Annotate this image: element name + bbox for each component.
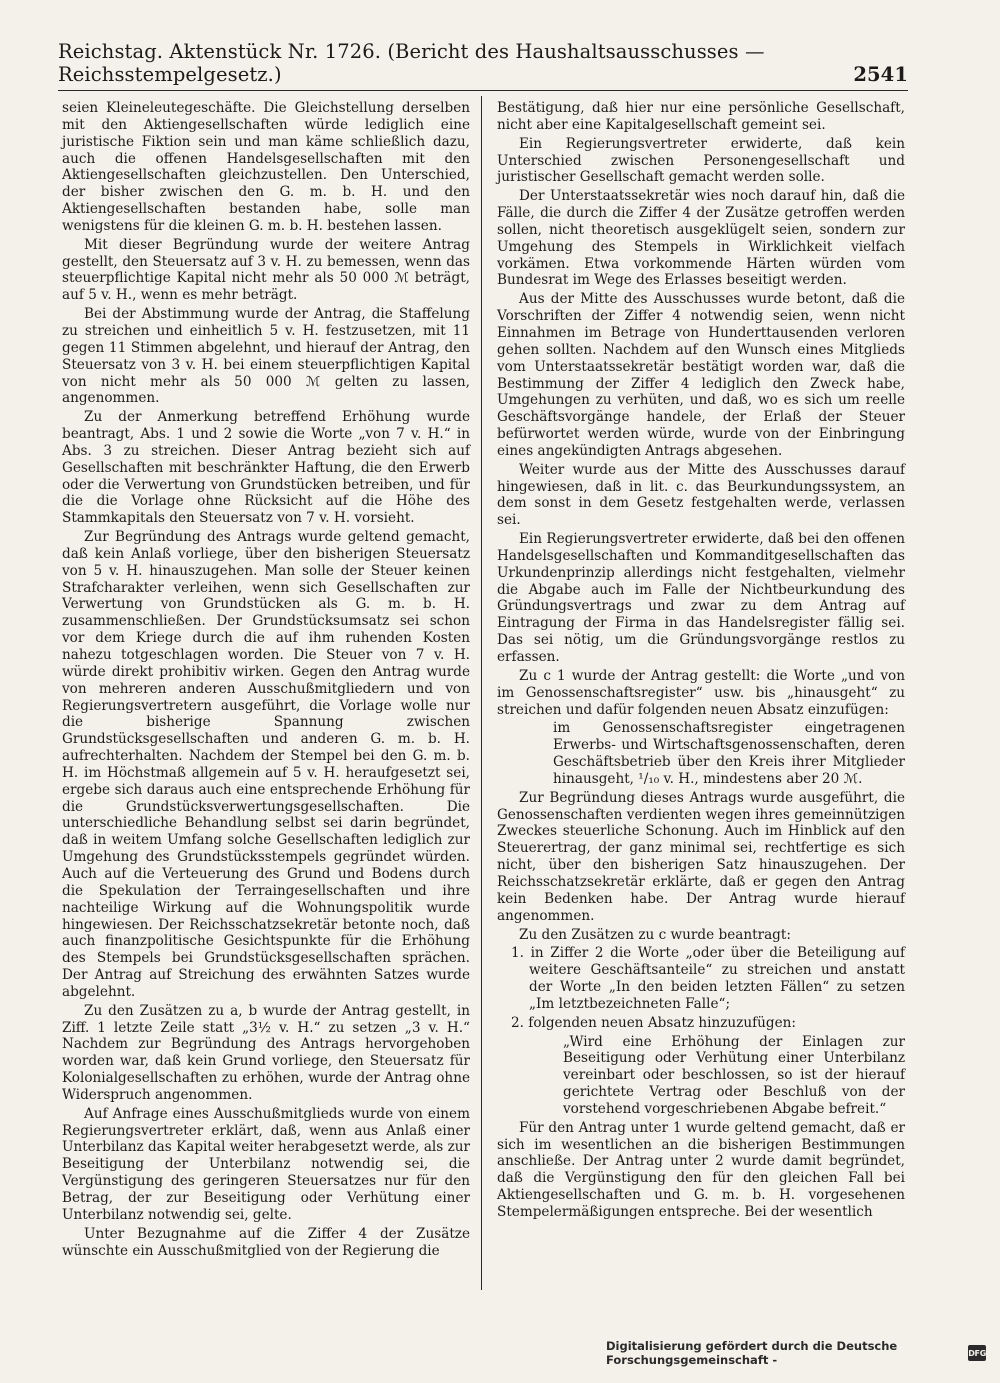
paragraph: Ein Regierungsvertreter erwiderte, daß kein Unterschied zwischen Personengesellschaft und juristischer Gesellschaft gemacht werden solle. bbox=[497, 135, 905, 186]
credit-text: Digitalisierung gefördert durch die Deutsche Forschungsgemeinschaft - bbox=[606, 1339, 898, 1367]
paragraph: Zu den Zusätzen zu c wurde beantragt: bbox=[519, 926, 791, 943]
paragraph: Bestätigung, daß hier nur eine persönliche Gesellschaft, nicht aber eine Kapitalgesellschaft gemeint sei. bbox=[497, 100, 905, 133]
paragraph: Auf Anfrage eines Ausschußmitglieds wurde von einem Regierungsvertreter erklärt, daß, wenn aus Anlaß einer Unterbilanz das Kapital weiter herabgesetzt werde, als zur Beseitigung der Unterbilanz notwendig sei, die Vergünstigung des geringeren Steuersatzes nur für den Betrag, der zur Beseitigung oder Verhütung einer Unterbilanz notwendig sei, gelte. bbox=[62, 1105, 470, 1223]
block-quote: im Genossenschaftsregister eingetragenen Erwerbs- und Wirtschaftsgenossenschaften, deren Geschäftsbetrieb über den Kreis ihrer Mitglieder hinausgeht, ¹/₁₀ v. H., mindestens aber 20 ℳ. bbox=[553, 720, 905, 787]
list-item: 1. in Ziffer 2 die Worte „oder über die Beteiligung auf weitere Geschäftsanteile“ zu streichen und anstatt der Worte „In den beiden letzten Fällen“ zu setzen „Im letztbezeichneten Falle“; bbox=[511, 945, 905, 1012]
page-number: 2541 bbox=[853, 63, 908, 86]
digitization-credit bbox=[606, 1341, 986, 1365]
right-column bbox=[497, 100, 905, 1223]
header-title: Reichstag. Aktenstück Nr. 1726. (Bericht des Haushaltsausschusses — Reichsstempelgesetz.) bbox=[58, 40, 765, 86]
paragraph: Zu der Anmerkung betreffend Erhöhung wurde beantragt, Abs. 1 und 2 sowie die Worte „von 7 v. H.“ in Abs. 3 zu streichen. Dieser Antrag bezieht sich auf Gesellschaften mit beschränkter Haftung, die den Erwerb oder die Verwertung von Grundstücken betreiben, und für die die Vorlage ohne Rücksicht auf die Höhe des Stammkapitals den Steuersatz von 7 v. H. vorsieht. bbox=[62, 409, 470, 527]
paragraph: Bei der Abstimmung wurde der Antrag, die Staffelung zu streichen und einheitlich 5 v. H. festzusetzen, mit 11 gegen 11 Stimmen abgelehnt, und hierauf der Antrag, den Steuersatz von 3 v. H. bei einem steuerpflichtigen Kapital von nicht mehr als 50 000 ℳ gelten zu lassen, angenommen. bbox=[62, 306, 470, 407]
paragraph: Zu c 1 wurde der Antrag gestellt: die Worte „und von im Genossenschaftsregister“ usw. bis „hinausgeht“ zu streichen und dafür folgenden neuen Absatz einzufügen: bbox=[497, 667, 905, 718]
paragraph: Zu den Zusätzen zu a, b wurde der Antrag gestellt, in Ziff. 1 letzte Zeile statt „3½ v. H.“ zu setzen „3 v. H.“ Nachdem zur Begründung des Antrags hervorgehoben worden war, daß kein Grund vorliege, den Steuersatz für Kolonialgesellschaften zu erhöhen, wurde der Antrag ohne Widerspruch angenommen. bbox=[62, 1002, 470, 1103]
column-divider bbox=[481, 96, 482, 1290]
paragraph: Aus der Mitte des Ausschusses wurde betont, daß die Vorschriften der Ziffer 4 notwendig seien, wenn nicht Einnahmen im Betrage von Hunderttausenden verloren gehen sollten. Nachdem auf den Wunsch eines Mitglieds vom Unterstaatssekretär bestätigt worden war, daß die Bestimmung der Ziffer 4 lediglich den Zweck habe, Umgehungen zu verhüten, und daß, wo es sich um reelle Geschäftsvorgänge handele, der Erlaß der Steuer befürwortet werden würde, wurde von der Einbringung eines angekündigten Antrags abgesehen. bbox=[497, 291, 905, 459]
paragraph: Für den Antrag unter 1 wurde geltend gemacht, daß er sich im wesentlichen an die bisherigen Bestimmungen anschließe. Der Antrag unter 2 wurde damit begründet, daß die Vergünstigung den für den gleichen Fall bei Aktiengesellschaften und G. m. b. H. vorgesehenen Stempelermäßigungen entspreche. Bei der wesentlich bbox=[497, 1119, 905, 1220]
paragraph: seien Kleineleutegeschäfte. Die Gleichstellung derselben mit den Aktiengesellschaften würde lediglich eine juristische Fiktion sein und man käme schließlich dazu, auch die offenen Handelsgesellschaften mit den Aktiengesellschaften gleichzustellen. Den Unterschied, der bisher zwischen den G. m. b. H. und den Aktiengesellschaften bestanden habe, solle man wenigstens für die kleinen G. m. b. H. bestehen lassen. bbox=[62, 100, 470, 234]
left-column bbox=[62, 100, 470, 1261]
dfg-logo-icon: DFG bbox=[968, 1345, 986, 1361]
paragraph: Mit dieser Begründung wurde der weitere Antrag gestellt, den Steuersatz auf 3 v. H. zu bemessen, wenn das steuerpflichtige Kapital nicht mehr als 50 000 ℳ beträgt, auf 5 v. H., wenn es mehr beträgt. bbox=[62, 236, 470, 304]
paragraph: Unter Bezugnahme auf die Ziffer 4 der Zusätze wünschte ein Ausschußmitglied von der Regierung die bbox=[62, 1225, 470, 1259]
block-quote: „Wird eine Erhöhung der Einlagen zur Beseitigung oder Verhütung einer Unterbilanz vereinbart oder beschlossen, so ist der hierauf gerichtete Vertrag oder Beschluß von der vorstehend vorgeschriebenen Abgabe befreit.“ bbox=[563, 1033, 905, 1117]
paragraph: Ein Regierungsvertreter erwiderte, daß bei den offenen Handelsgesellschaften und Kommanditgesellschaften das Urkundenprinzip allerdings nicht festgehalten, vielmehr die Abgabe auch im Falle der Nichtbeurkundung des Gründungsvertrags und zwar zu dem Antrag auf Eintragung der Firma in das Handelsregister fällig sei. Das sei nötig, um die Gründungsvorgänge restlos zu erfassen. bbox=[497, 531, 905, 665]
list-item: 2. folgenden neuen Absatz hinzuzufügen: bbox=[511, 1014, 796, 1031]
header-rule bbox=[58, 90, 908, 91]
paragraph: Der Unterstaatssekretär wies noch darauf hin, daß die Fälle, die durch die Ziffer 4 der Zusätze getroffen werden sollen, nicht theoretisch ausgeklügelt seien, sondern zur Umgehung des Stempels in Wirklichkeit vielfach vorkämen. Etwa vorkommende Härten würden vom Bundesrat im Wege des Erlasses beseitigt werden. bbox=[497, 188, 905, 289]
paragraph: Zur Begründung des Antrags wurde geltend gemacht, daß kein Anlaß vorliege, über den bisherigen Steuersatz von 5 v. H. hinauszugehen. Man solle der Steuer keinen Strafcharakter verleihen, wenn sich Gesellschaften zur Verwertung von Grundstücken als G. m. b. H. zusammenschließen. Der Grundstücksumsatz sei schon vor dem Kriege durch die auf ihm ruhenden Kosten nahezu totgeschlagen worden. Die Steuer von 7 v. H. würde direkt prohibitiv wirken. Gegen den Antrag wurde von mehreren anderen Ausschußmitgliedern und von Regierungsvertretern ausgeführt, die Vorlage wolle nur die bisherige Spannung zwischen Grundstücksgesellschaften und anderen G. m. b. H. aufrechterhalten. Nachdem der Stempel bei den G. m. b. H. im Höchstmaß allgemein auf 5 v. H. heraufgesetzt sei, ergebe sich daraus auch eine entsprechende Erhöhung für die Grundstücksverwertungsgesellschaften. Die unterschiedliche Behandlung selbst sei darin begründet, daß in weitem Umfang solche Gesellschaften lediglich zur Umgehung des Grundstücksstempels gegründet würden. Auch auf die Verteuerung des Grund und Bodens durch die Spekulation der Terraingesellschaften und ihre nachteilige Wirkung auf die Wohnungspolitik wurde hingewiesen. Der Reichsschatzsekretär betonte noch, daß auch finanzpolitische Gesichtspunkte für die Erhöhung des Stempels bei Grundstücksgesellschaften sprächen. Der Antrag auf Streichung des erwähnten Satzes wurde abgelehnt. bbox=[62, 529, 470, 1000]
paragraph: Zur Begründung dieses Antrags wurde ausgeführt, die Genossenschaften verdienten wegen ihres gemeinnützigen Zweckes steuerliche Schonung. Auch im Hinblick auf den Steuerertrag, der ganz minimal sei, rechtfertige es sich nicht, über den bisherigen Satz hinauszugehen. Der Reichsschatzsekretär erklärte, daß er gegen den Antrag kein Bedenken habe. Der Antrag wurde hierauf angenommen. bbox=[497, 789, 905, 924]
page-header bbox=[58, 40, 908, 86]
paragraph: Weiter wurde aus der Mitte des Ausschusses darauf hingewiesen, daß in lit. c. das Beurkundungssystem, an dem sonst in dem Gesetz festgehalten werde, verlassen sei. bbox=[497, 461, 905, 529]
